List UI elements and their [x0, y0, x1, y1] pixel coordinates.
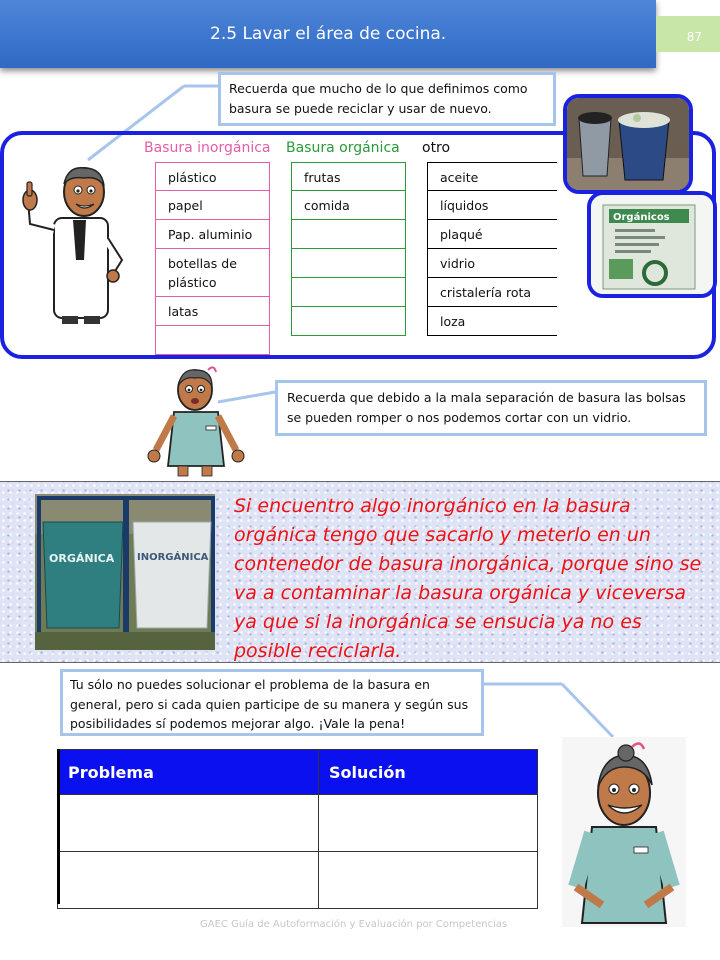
problem-solution-table	[57, 749, 538, 909]
table-row	[58, 852, 538, 909]
organicos-sign-image	[591, 195, 713, 294]
footer-text: GAEC Guía de Autoformación y Evaluación por Competencias	[200, 919, 508, 930]
organic-header: Basura orgánica	[286, 140, 400, 156]
other-item: loza	[427, 307, 557, 336]
inorganic-item: plástico	[155, 162, 270, 191]
inorganic-column	[155, 162, 270, 355]
other-item: líquidos	[427, 191, 557, 220]
table-header-row	[58, 750, 538, 795]
inorganic-item: latas	[155, 297, 270, 326]
photo-organicos-sign	[587, 191, 717, 298]
header-problema: Problema	[58, 750, 319, 795]
page-title: 2.5 Lavar el área de cocina.	[210, 24, 447, 44]
warning-text: Si encuentro algo inorgánico en la basura orgánica tengo que sacarlo y meterlo en un contenedor de basura inorgánica, porque sino se va a contaminar la basura orgánica y viceversa ya que si la inorgánica se ensucia ya no es posible reciclarla.	[234, 495, 702, 662]
organic-item	[291, 307, 406, 336]
bin-inorganic-label: INORGÁNICA	[137, 552, 209, 563]
other-item: plaqué	[427, 220, 557, 249]
organic-column	[291, 162, 406, 336]
table-row	[58, 795, 538, 852]
callout-separation: Recuerda que debido a la mala separación de basura las bolsas se pueden romper o nos podemos cortar con un vidrio.	[275, 380, 707, 436]
organicos-sign-label: Orgánicos	[613, 212, 670, 223]
organic-item: frutas	[291, 162, 406, 191]
doctor-character	[18, 160, 138, 328]
table-left-border	[57, 749, 60, 904]
inorganic-item: Pap. aluminio	[155, 220, 270, 249]
bins-photo	[35, 494, 215, 650]
bin-organic-label: ORGÁNICA	[49, 552, 115, 565]
other-item: aceite	[427, 162, 557, 191]
organic-item	[291, 249, 406, 278]
problem-cell[interactable]	[58, 795, 319, 852]
photo-trash-bins	[563, 94, 693, 194]
other-item: cristalería rota	[427, 278, 557, 307]
header-solucion: Solución	[319, 750, 538, 795]
organic-item	[291, 220, 406, 249]
nurse-character-small	[140, 362, 252, 480]
inorganic-item: papel	[155, 191, 270, 220]
other-item: vidrio	[427, 249, 557, 278]
nurse-character-large	[562, 737, 686, 927]
organic-item	[291, 278, 406, 307]
solution-cell[interactable]	[319, 852, 538, 909]
problem-cell[interactable]	[58, 852, 319, 909]
inorganic-item: botellas de plástico	[155, 249, 270, 297]
organic-item: comida	[291, 191, 406, 220]
callout-recycle: Recuerda que mucho de lo que definimos como basura se puede reciclar y usar de nuevo.	[218, 72, 556, 126]
trash-bins-image	[567, 98, 689, 190]
other-column	[427, 162, 557, 336]
inorganic-header: Basura inorgánica	[144, 140, 271, 156]
other-header: otro	[422, 140, 451, 156]
inorganic-item	[155, 326, 270, 355]
callout-participate: Tu sólo no puedes solucionar el problema de la basura en general, pero si cada quien participe de su manera y según sus posibilidades sí podemos mejorar algo. ¡Vale la pena!	[60, 669, 484, 736]
page-number: 87	[656, 16, 720, 52]
solution-cell[interactable]	[319, 795, 538, 852]
